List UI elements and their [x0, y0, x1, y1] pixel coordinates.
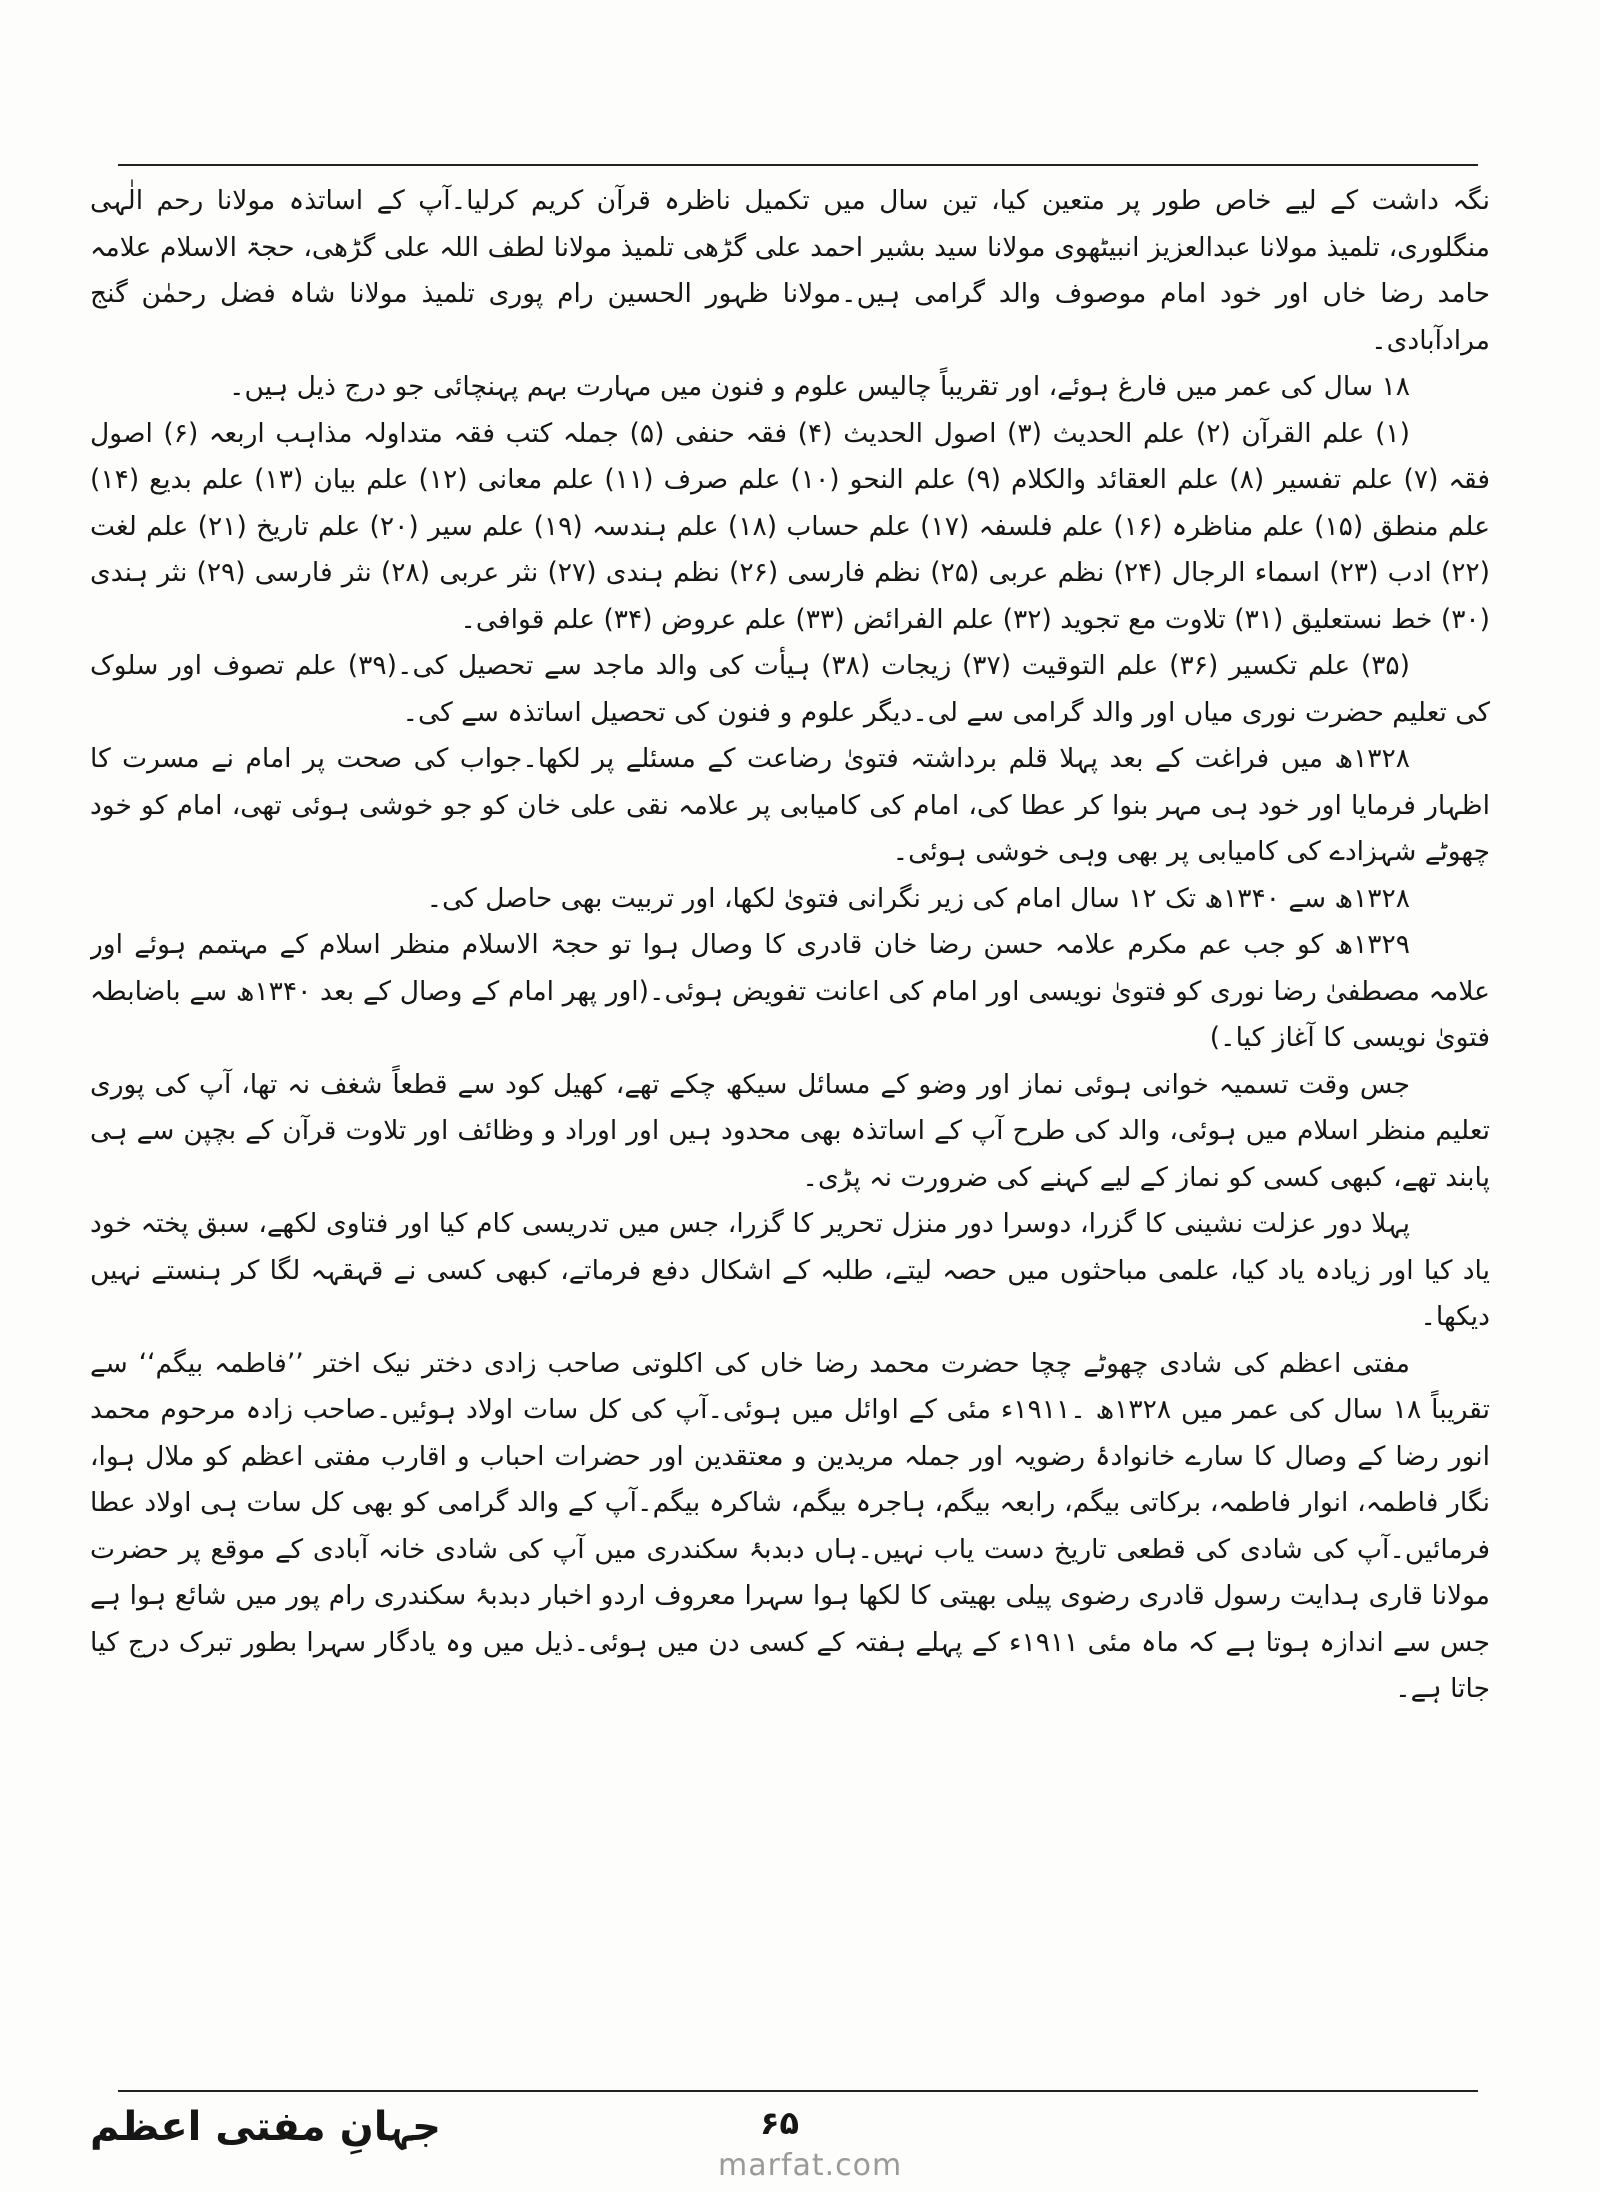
- paragraph: ۱۳۲۸ھ میں فراغت کے بعد پہلا قلم برداشتہ فتویٰ رضاعت کے مسئلے پر لکھا۔جواب کی صحت پر امام نے مسرت کا اظہار فرمایا اور خود ہی مہر بنوا کر عطا کی، امام کی کامیابی پر علامہ نقی علی خان کو جو خوشی ہوئی تھی، امام کو خود چھوٹے شہزادے کی کامیابی پر بھی وہی خوشی ہوئی۔: [90, 743, 1490, 867]
- paragraph: (۱) علم القرآن (۲) علم الحدیث (۳) اصول الحدیث (۴) فقہ حنفی (۵) جملہ کتب فقہ متداولہ مذاہب اربعہ (۶) اصول فقہ (۷) علم تفسیر (۸) علم العقائد والکلام (۹) علم النحو (۱۰) علم صرف (۱۱) علم معانی (۱۲) علم بیان (۱۳) علم بدیع (۱۴) علم منطق (۱۵) علم مناظرہ (۱۶) علم فلسفہ (۱۷) علم حساب (۱۸) علم ہندسہ (۱۹) علم سیر (۲۰) علم تاریخ (۲۱) علم لغت (۲۲) ادب (۲۳) اسماء الرجال (۲۴) نظم عربی (۲۵) نظم فارسی (۲۶) نظم ہندی (۲۷) نثر عربی (۲۸) نثر فارسی (۲۹) نثر ہندی (۳۰) خط نستعلیق (۳۱) تلاوت مع تجوید (۳۲) علم الفرائض (۳۳) علم عروض (۳۴) علم قوافی۔: [90, 417, 1490, 635]
- header-rule: [118, 164, 1478, 166]
- paragraph: ۱۳۲۹ھ کو جب عم مکرم علامہ حسن رضا خان قادری کا وصال ہوا تو حجۃ الاسلام منظر اسلام کے مہتمم ہوئے اور علامہ مصطفیٰ رضا نوری کو فتویٰ نویسی اور امام کی اعانت تفویض ہوئی۔(اور پھر امام کے وصال کے بعد ۱۳۴۰ھ سے باضابطہ فتویٰ نویسی کا آغاز کیا۔): [90, 929, 1490, 1053]
- paragraph: نگہ داشت کے لیے خاص طور پر متعین کیا، تین سال میں تکمیل ناظرہ قرآن کریم کرلیا۔آپ کے اساتذہ مولانا رحم الٰہی منگلوری، تلمیذ مولانا عبدالعزیز انبیٹھوی مولانا سید بشیر احمد علی گڑھی تلمیذ مولانا لطف اللہ علی گڑھی، حجۃ الاسلام علامہ حامد رضا خاں اور خود امام موصوف والد گرامی ہیں۔مولانا ظہور الحسین رام پوری تلمیذ مولانا شاہ فضل رحمٰن گنج مرادآبادی۔: [90, 185, 1490, 356]
- footer-rule: [118, 2090, 1478, 2092]
- body-text: [90, 178, 1490, 2073]
- paragraph: جس وقت تسمیہ خوانی ہوئی نماز اور وضو کے مسائل سیکھ چکے تھے، کھیل کود سے قطعاً شغف نہ تھا، آپ کی پوری تعلیم منظر اسلام میں ہوئی، والد کی طرح آپ کے اساتذہ بھی محدود ہیں اور اوراد و وظائف اور تلاوت قرآن کے بچپن سے ہی پابند تھے، کبھی کسی کو نماز کے لیے کہنے کی ضرورت نہ پڑی۔: [90, 1068, 1490, 1193]
- paragraph: ۱۸ سال کی عمر میں فارغ ہوئے، اور تقریباً چالیس علوم و فنون میں مہارت بہم پہنچائی جو درج ذیل ہیں۔: [229, 371, 1410, 402]
- paragraph: پہلا دور عزلت نشینی کا گزرا، دوسرا دور منزل تحریر کا گزرا، جس میں تدریسی کام کیا اور فتاوی لکھے، سبق پختہ خود یاد کیا اور زیادہ یاد کیا، علمی مباحثوں میں حصہ لیتے، طلبہ کے اشکال دفع فرماتے، کبھی کسی نے قہقہہ لگا کر ہنستے نہیں دیکھا۔: [90, 1208, 1490, 1332]
- book-title: جہانِ مفتی اعظم: [90, 2104, 441, 2150]
- paragraph: ۱۳۲۸ھ سے ۱۳۴۰ھ تک ۱۲ سال امام کی زیر نگرانی فتویٰ لکھا، اور تربیت بھی حاصل کی۔: [426, 882, 1410, 914]
- paragraph: مفتی اعظم کی شادی چھوٹے چچا حضرت محمد رضا خاں کی اکلوتی صاحب زادی دختر نیک اختر ’’فاطمہ بیگم‘‘ سے تقریباً ۱۸ سال کی عمر میں ۱۳۲۸ھ ۔۱۹۱۱ء مئی کے اوائل میں ہوئی۔آپ کی کل سات اولاد ہوئیں۔صاحب زادہ مرحوم محمد انور رضا کے وصال کا سارے خانوادۂ رضویہ اور جملہ مریدین و معتقدین اور حضرات احباب و اقارب مفتی اعظم کو ملال ہوا، نگار فاطمہ، انوار فاطمہ، برکاتی بیگم، رابعہ بیگم، ہاجرہ بیگم، شاکرہ بیگم۔آپ کے والد گرامی کو بھی کل سات ہی اولاد عطا فرمائیں۔آپ کی شادی کی قطعی تاریخ دست یاب نہیں۔ہاں دبدبۂ سکندری میں آپ کی شادی خانہ آبادی کے موقع پر حضرت مولانا قاری ہدایت رسول قادری رضوی پیلی بھیتی کا لکھا ہوا سہرا معروف اردو اخبار دبدبۂ سکندری رام پور میں شائع ہوا ہے جس سے اندازہ ہوتا ہے کہ ماہ مئی ۱۹۱۱ء کے پہلے ہفتہ کے کسی دن میں ہوئی۔ذیل میں وہ یادگار سہرا بطور تبرک درج کیا جاتا ہے۔: [90, 1347, 1490, 1704]
- paragraph: (۳۵) علم تکسیر (۳۶) علم التوقیت (۳۷) زیجات (۳۸) ہیأت کی والد ماجد سے تحصیل کی۔(۳۹) علم تصوف اور سلوک کی تعلیم حضرت نوری میاں اور والد گرامی سے لی۔دیگر علوم و فنون کی تحصیل اساتذہ سے کی۔: [90, 650, 1490, 728]
- page-number: ۶۵: [760, 2104, 800, 2142]
- watermark: marfat.com: [718, 2148, 903, 2183]
